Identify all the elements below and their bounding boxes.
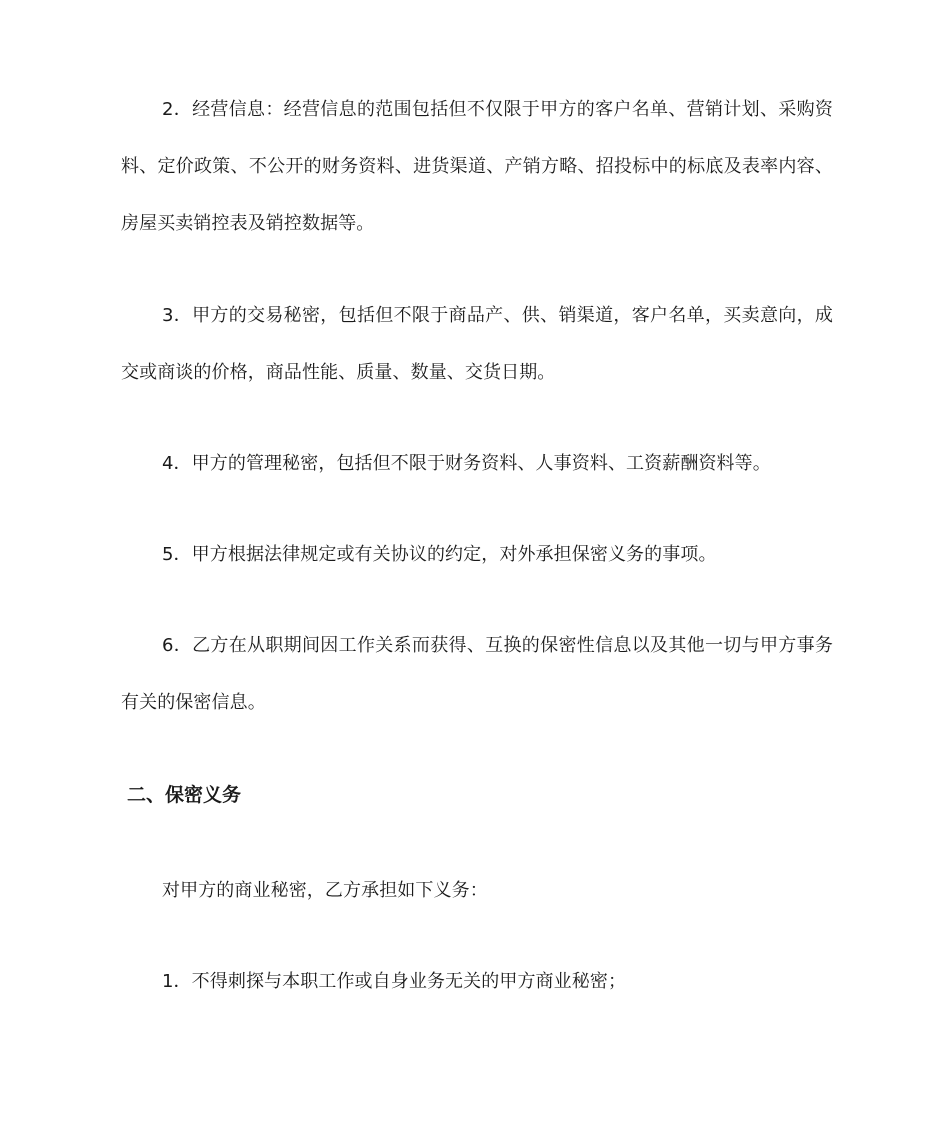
paragraph-trade-secrets: 3．甲方的交易秘密，包括但不限于商品产、供、销渠道，客户名单，买卖意向，成交或商谈的价格，商品性能、质量、数量、交货日期。: [121, 305, 833, 383]
paragraph-business-info: 2．经营信息：经营信息的范围包括但不仅限于甲方的客户名单、营销计划、采购资料、定价政策、不公开的财务资料、进货渠道、产销方略、招投标中的标底及表率内容、房屋买卖销控表及销控数据等。: [121, 99, 833, 234]
paragraph-intro: 对甲方的商业秘密，乙方承担如下义务：: [162, 880, 488, 901]
section-heading: 二、保密义务: [127, 784, 242, 806]
paragraph-legal-obligations: 5．甲方根据法律规定或有关协议的约定，对外承担保密义务的事项。: [162, 544, 717, 565]
paragraph-management-secrets: 4．甲方的管理秘密，包括但不限于财务资料、人事资料、工资薪酬资料等。: [162, 453, 771, 474]
paragraph-obligation-1: 1．不得刺探与本职工作或自身业务无关的甲方商业秘密；: [162, 971, 627, 992]
paragraph-other-confidential-info: 6．乙方在从职期间因工作关系而获得、互换的保密性信息以及其他一切与甲方事务有关的保密信息。: [121, 635, 833, 713]
